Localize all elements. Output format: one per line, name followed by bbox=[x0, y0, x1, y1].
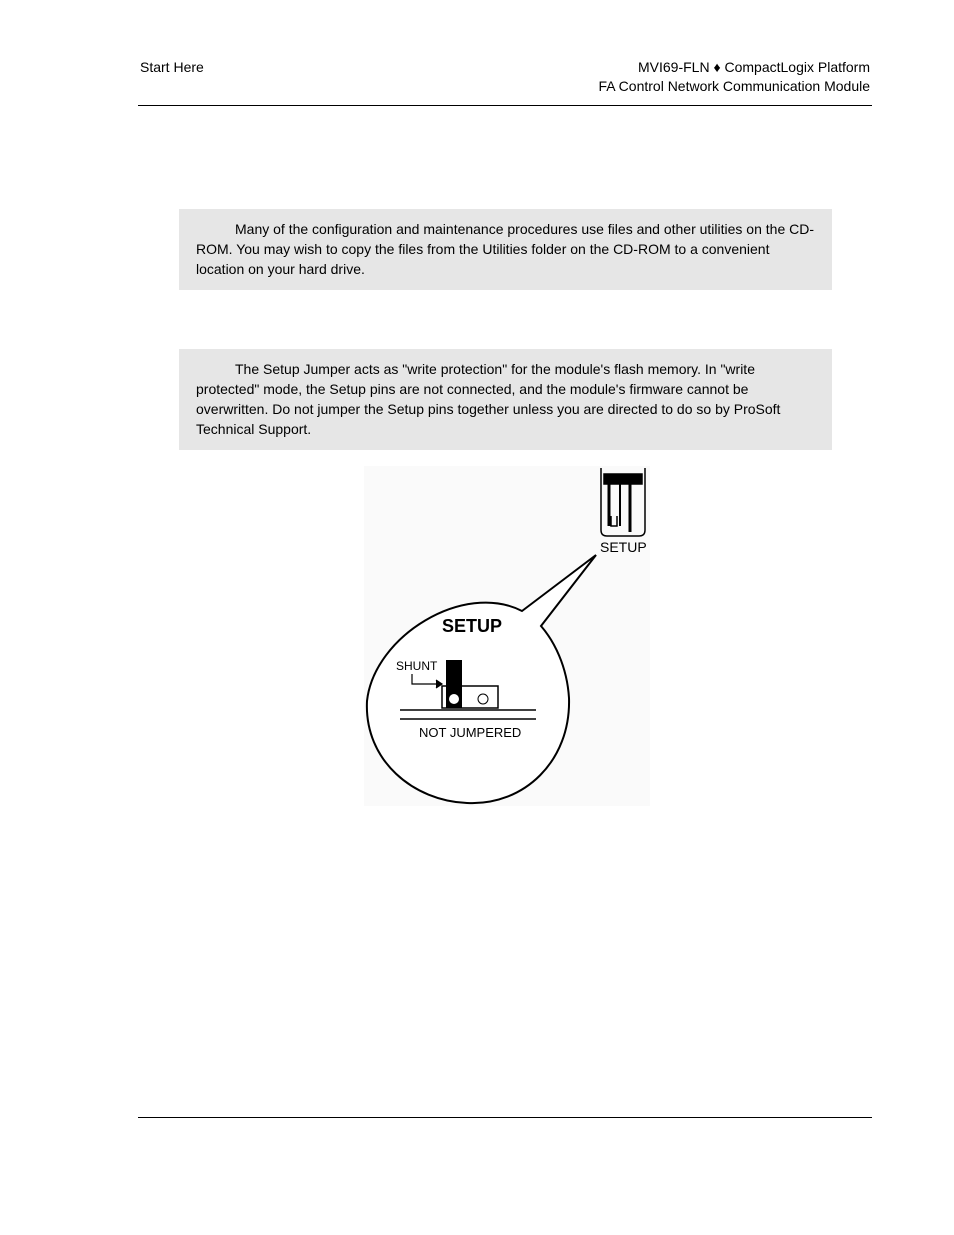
setup-jumper-figure bbox=[364, 466, 650, 806]
header-divider bbox=[138, 105, 872, 106]
note-text-setup-jumper: The Setup Jumper acts as "write protection" for the module's flash memory. In "write protected" mode, the Setup pins are not connected, and the module's firmware cannot be overwritten. Do not jumper the Setup pins together unless you are directed to do so by ProSoft Technical Support. bbox=[196, 361, 781, 437]
header-product-subtitle: FA Control Network Communication Module bbox=[598, 78, 870, 94]
header-product-name: MVI69-FLN ♦ CompactLogix Platform bbox=[638, 59, 870, 75]
setup-jumper-illustration bbox=[364, 466, 650, 806]
note-box-cdrom bbox=[179, 209, 832, 290]
footer-divider bbox=[138, 1117, 872, 1118]
setup-small-label: SETUP bbox=[600, 539, 647, 555]
setup-figure-title: SETUP bbox=[442, 616, 503, 636]
not-jumpered-label: NOT JUMPERED bbox=[419, 725, 522, 740]
note-box-setup-jumper bbox=[179, 349, 832, 450]
note-text-cdrom: Many of the configuration and maintenance procedures use files and other utilities on the CD-ROM. You may wish to copy the files from the Utilities folder on the CD-ROM to a convenient location on your hard drive. bbox=[196, 221, 815, 277]
shunt-label: SHUNT bbox=[396, 659, 438, 673]
header-product-info bbox=[598, 58, 870, 96]
header-section-title: Start Here bbox=[140, 59, 204, 75]
